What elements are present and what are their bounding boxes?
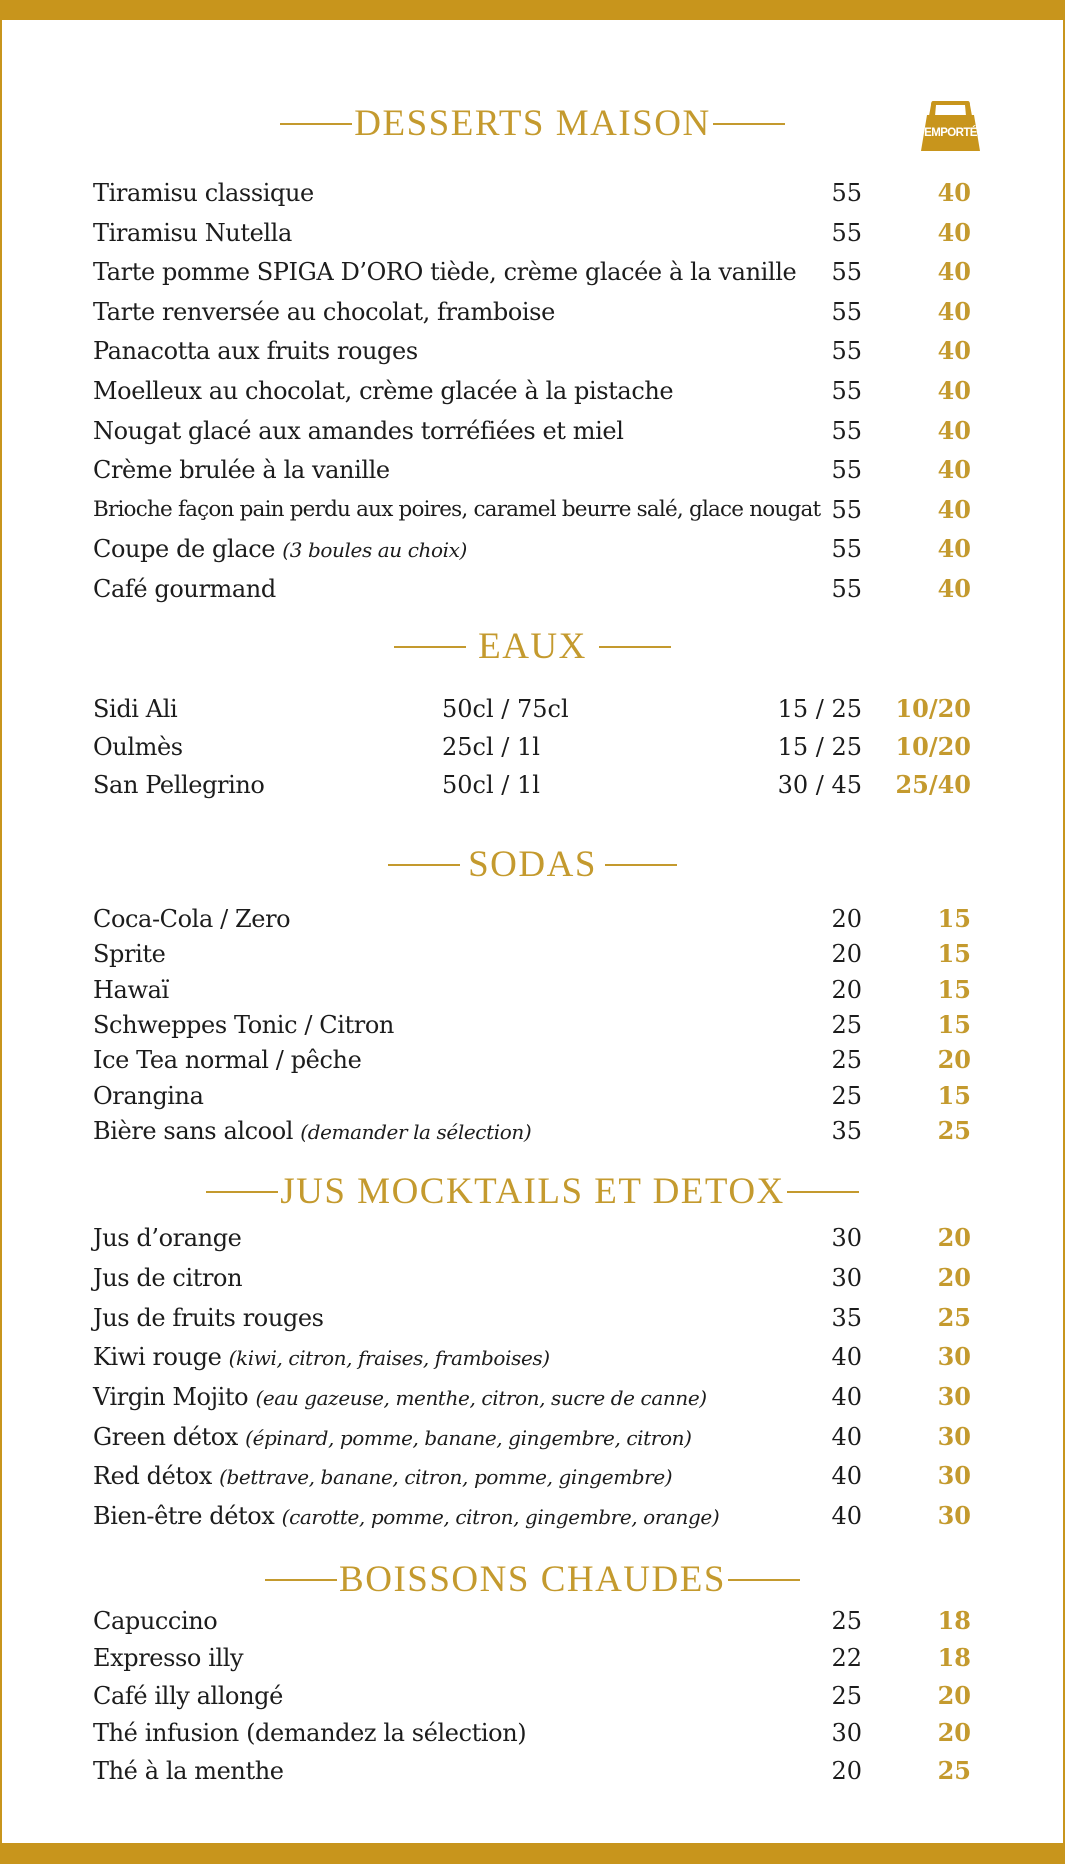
item-price: 55	[831, 456, 862, 484]
item-price: 30 / 45	[777, 771, 862, 799]
item-price: 35	[831, 1117, 862, 1145]
item-name-text: Red détox	[93, 1462, 212, 1490]
menu-item-row	[0, 1009, 1065, 1041]
bottom-border	[0, 1843, 1065, 1864]
item-takeaway-price: 40	[937, 297, 971, 326]
item-name-text: Tarte pomme SPIGA D’ORO tiède, crème glacée à la vanille	[93, 258, 797, 286]
item-name-text: Bière sans alcool	[93, 1117, 294, 1145]
item-price: 30	[831, 1719, 862, 1747]
item-name	[93, 217, 292, 249]
item-name-text: Capuccino	[93, 1607, 218, 1635]
item-price: 55	[831, 219, 862, 247]
item-name-text: San Pellegrino	[93, 771, 265, 799]
item-name-text: Panacotta aux fruits rouges	[93, 337, 418, 365]
item-price: 30	[831, 1224, 862, 1252]
item-name	[93, 938, 165, 970]
item-takeaway-price: 20	[937, 1263, 971, 1292]
item-name-text: Hawaï	[93, 976, 169, 1004]
item-name-text: Tiramisu Nutella	[93, 219, 292, 247]
item-price: 40	[831, 1383, 862, 1411]
section-title: BOISSONS CHAUDES	[339, 1559, 726, 1600]
item-takeaway-price: 40	[937, 416, 971, 445]
item-takeaway-price: 15	[937, 904, 971, 933]
menu-item-row	[0, 256, 1065, 288]
item-takeaway-price: 40	[937, 178, 971, 207]
item-name	[93, 533, 467, 566]
item-name	[93, 1605, 217, 1637]
item-price: 55	[831, 535, 862, 563]
item-price: 25	[831, 1082, 862, 1110]
menu-item-row	[0, 494, 1065, 526]
item-price: 25	[831, 1046, 862, 1074]
item-note: (épinard, pomme, banane, gingembre, citron)	[245, 1426, 692, 1450]
section-title: JUS MOCKTAILS ET DETOX	[280, 1171, 785, 1212]
item-name	[93, 494, 820, 526]
item-price: 25	[831, 1682, 862, 1710]
item-name	[93, 1421, 692, 1454]
heading-rule-left	[265, 1579, 337, 1581]
item-name-text: Café gourmand	[93, 575, 276, 603]
item-takeaway-price: 30	[937, 1501, 971, 1530]
item-name	[93, 974, 169, 1006]
section-title: EAUX	[478, 626, 587, 667]
item-takeaway-price: 40	[937, 495, 971, 524]
heading-rule-left	[206, 1191, 278, 1193]
item-takeaway-price: 25/40	[895, 770, 971, 799]
item-name	[93, 256, 796, 288]
section-heading-jus	[0, 1170, 1065, 1213]
section-heading-desserts	[0, 102, 1065, 145]
item-price: 20	[831, 905, 862, 933]
item-price: 22	[831, 1644, 862, 1672]
heading-rule-right	[605, 864, 677, 866]
menu-item-row	[0, 1115, 1065, 1147]
item-name-text: Jus de citron	[93, 1264, 243, 1292]
item-price: 40	[831, 1423, 862, 1451]
item-price: 20	[831, 976, 862, 1004]
menu-item-row	[0, 769, 1065, 801]
item-takeaway-price: 15	[937, 939, 971, 968]
item-price: 40	[831, 1462, 862, 1490]
item-name	[93, 177, 314, 209]
item-takeaway-price: 30	[937, 1382, 971, 1411]
section-heading-chaudes	[0, 1558, 1065, 1601]
item-size: 50cl / 1l	[442, 771, 540, 799]
item-name-text: Sprite	[93, 940, 166, 968]
menu-item-row	[0, 1717, 1065, 1749]
item-price: 55	[831, 337, 862, 365]
menu-item-row	[0, 1080, 1065, 1112]
item-name	[93, 375, 673, 407]
item-price: 25	[831, 1011, 862, 1039]
item-takeaway-price: 40	[937, 574, 971, 603]
item-name-text: Kiwi rouge	[93, 1343, 222, 1371]
menu-item-row	[0, 731, 1065, 763]
item-name	[93, 1009, 394, 1041]
item-name	[93, 1115, 531, 1148]
menu-item-row	[0, 415, 1065, 447]
item-name	[93, 1717, 526, 1749]
menu-item-row	[0, 296, 1065, 328]
item-takeaway-price: 40	[937, 336, 971, 365]
section-heading-eaux	[0, 625, 1065, 668]
item-price: 55	[831, 417, 862, 445]
item-name	[93, 1341, 550, 1374]
item-name-text: Bien-être détox	[93, 1502, 275, 1530]
menu-item-row	[0, 1680, 1065, 1712]
item-price: 40	[831, 1502, 862, 1530]
item-price: 55	[831, 575, 862, 603]
item-note: (carotte, pomme, citron, gingembre, orange)	[281, 1505, 720, 1529]
item-takeaway-price: 30	[937, 1422, 971, 1451]
item-name	[93, 296, 555, 328]
item-name	[93, 1262, 242, 1294]
item-takeaway-price: 20	[937, 1718, 971, 1747]
item-name-text: Thé infusion (demandez la sélection)	[93, 1719, 527, 1747]
item-takeaway-price: 40	[937, 534, 971, 563]
item-note: (bettrave, banane, citron, pomme, gingembre)	[219, 1465, 673, 1489]
item-price: 55	[831, 258, 862, 286]
item-takeaway-price: 15	[937, 975, 971, 1004]
item-takeaway-price: 15	[937, 1010, 971, 1039]
item-name	[93, 693, 177, 725]
menu-item-row	[0, 1755, 1065, 1787]
item-takeaway-price: 30	[937, 1342, 971, 1371]
item-name	[93, 1500, 719, 1533]
item-takeaway-price: 18	[937, 1606, 971, 1635]
item-note: (kiwi, citron, fraises, framboises)	[228, 1346, 550, 1370]
menu-item-row	[0, 693, 1065, 725]
menu-item-row	[0, 454, 1065, 486]
item-name-text: Moelleux au chocolat, crème glacée à la pistache	[93, 377, 674, 405]
item-name-text: Coca-Cola / Zero	[93, 905, 291, 933]
item-name-text: Jus de fruits rouges	[93, 1304, 324, 1332]
item-name	[93, 335, 418, 367]
menu-item-row	[0, 1460, 1065, 1492]
menu-item-row	[0, 938, 1065, 970]
item-name	[93, 1044, 361, 1076]
section-title: SODAS	[468, 844, 597, 885]
menu-item-row	[0, 335, 1065, 367]
item-name-text: Sidi Ali	[93, 695, 178, 723]
item-takeaway-price: 25	[937, 1116, 971, 1145]
item-takeaway-price: 10/20	[895, 732, 971, 761]
menu-item-row	[0, 1262, 1065, 1294]
item-takeaway-price: 18	[937, 1643, 971, 1672]
menu-item-row	[0, 903, 1065, 935]
item-name	[93, 1222, 241, 1254]
top-border	[0, 0, 1065, 20]
menu-item-row	[0, 533, 1065, 565]
takeaway-label: EMPORTÉ	[924, 127, 977, 139]
item-name	[93, 1381, 707, 1414]
item-name-text: Crème brulée à la vanille	[93, 456, 390, 484]
item-price: 15 / 25	[777, 733, 862, 761]
heading-rule-left	[388, 864, 460, 866]
heading-rule-right	[787, 1191, 859, 1193]
item-price: 35	[831, 1304, 862, 1332]
item-name-text: Thé à la menthe	[93, 1757, 284, 1785]
item-size: 25cl / 1l	[442, 733, 540, 761]
item-price: 20	[831, 1757, 862, 1785]
item-takeaway-price: 20	[937, 1681, 971, 1710]
item-price: 20	[831, 940, 862, 968]
section-heading-sodas	[0, 843, 1065, 886]
item-name	[93, 454, 390, 486]
item-name-text: Virgin Mojito	[93, 1383, 249, 1411]
item-name	[93, 415, 624, 447]
item-name-text: Oulmès	[93, 733, 183, 761]
item-takeaway-price: 25	[937, 1756, 971, 1785]
heading-rule-right	[599, 646, 671, 648]
item-takeaway-price: 40	[937, 257, 971, 286]
item-name-text: Tarte renversée au chocolat, framboise	[93, 298, 555, 326]
item-name	[93, 573, 276, 605]
heading-rule-right	[713, 123, 785, 125]
item-price: 55	[831, 377, 862, 405]
menu-item-row	[0, 1341, 1065, 1373]
item-price: 25	[831, 1607, 862, 1635]
item-name-text: Schweppes Tonic / Citron	[93, 1011, 394, 1039]
item-name	[93, 1642, 243, 1674]
item-takeaway-price: 10/20	[895, 694, 971, 723]
menu-item-row	[0, 1302, 1065, 1334]
section-title: DESSERTS MAISON	[354, 103, 711, 144]
menu-item-row	[0, 177, 1065, 209]
item-name-text: Jus d’orange	[93, 1224, 242, 1252]
item-takeaway-price: 40	[937, 218, 971, 247]
item-name	[93, 1302, 324, 1334]
item-name-text: Tiramisu classique	[93, 179, 314, 207]
item-note: (3 boules au choix)	[282, 538, 467, 562]
item-size: 50cl / 75cl	[442, 695, 569, 723]
item-name	[93, 769, 264, 801]
item-name	[93, 1460, 672, 1493]
item-name	[93, 903, 290, 935]
item-name-text: Coupe de glace	[93, 535, 276, 563]
item-name	[93, 1755, 284, 1787]
heading-rule-left	[394, 646, 466, 648]
menu-item-row	[0, 1222, 1065, 1254]
item-name	[93, 731, 183, 763]
item-price: 55	[831, 179, 862, 207]
item-price: 55	[831, 298, 862, 326]
heading-rule-right	[728, 1579, 800, 1581]
item-price: 40	[831, 1343, 862, 1371]
menu-item-row	[0, 1044, 1065, 1076]
item-takeaway-price: 40	[937, 455, 971, 484]
item-takeaway-price: 20	[937, 1223, 971, 1252]
item-note: (demander la sélection)	[300, 1120, 532, 1144]
item-name-text: Nougat glacé aux amandes torréfiées et miel	[93, 417, 624, 445]
item-price: 30	[831, 1264, 862, 1292]
menu-item-row	[0, 1381, 1065, 1413]
item-price: 55	[831, 496, 862, 524]
item-takeaway-price: 15	[937, 1081, 971, 1110]
menu-item-row	[0, 1605, 1065, 1637]
menu-item-row	[0, 1500, 1065, 1532]
item-takeaway-price: 20	[937, 1045, 971, 1074]
item-takeaway-price: 25	[937, 1303, 971, 1332]
heading-rule-left	[280, 123, 352, 125]
menu-item-row	[0, 1421, 1065, 1453]
item-name-text: Ice Tea normal / pêche	[93, 1046, 362, 1074]
item-name-text: Brioche façon pain perdu aux poires, caramel beurre salé, glace nougat	[93, 497, 821, 522]
item-name-text: Expresso illy	[93, 1644, 244, 1672]
item-name	[93, 1080, 204, 1112]
item-takeaway-price: 40	[937, 376, 971, 405]
item-name-text: Orangina	[93, 1082, 204, 1110]
menu-item-row	[0, 573, 1065, 605]
menu-item-row	[0, 1642, 1065, 1674]
menu-item-row	[0, 974, 1065, 1006]
item-name	[93, 1680, 283, 1712]
menu-item-row	[0, 375, 1065, 407]
takeaway-bag-icon	[917, 99, 984, 151]
item-price: 15 / 25	[777, 695, 862, 723]
menu-item-row	[0, 217, 1065, 249]
item-name-text: Green détox	[93, 1423, 238, 1451]
item-takeaway-price: 30	[937, 1461, 971, 1490]
item-name-text: Café illy allongé	[93, 1682, 283, 1710]
item-note: (eau gazeuse, menthe, citron, sucre de canne)	[255, 1386, 707, 1410]
